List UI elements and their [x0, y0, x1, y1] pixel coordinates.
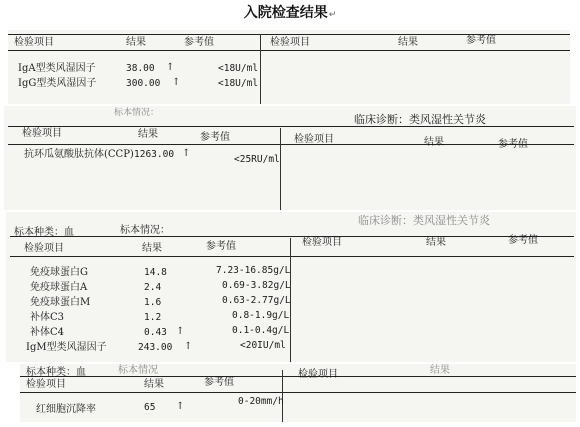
col-header-ref-right: 参考值	[466, 35, 496, 46]
col-header-item-right: 检验项目	[270, 37, 310, 48]
clinical-diagnosis: 临床诊断：类风湿性关节炎	[354, 113, 486, 126]
sample-status: 标本情况：	[120, 225, 170, 236]
col-header-ref: 参考值	[204, 377, 234, 388]
col-header-result-right: 结果	[424, 137, 444, 148]
col-header-item-right: 检验项目	[294, 134, 334, 145]
col-header-result: 结果	[142, 243, 162, 254]
sample-type: 标本种类：血	[26, 367, 86, 378]
row-item-name: 免疫球蛋白M	[30, 297, 91, 308]
header-rule	[8, 50, 570, 51]
row-result: 1263.00	[134, 149, 175, 160]
row-ref: 0.1-0.4g/L	[232, 325, 290, 336]
row-ref: <20IU/ml	[240, 340, 286, 351]
row-result: 243.00	[138, 342, 173, 353]
row-result: 0.43	[144, 327, 167, 338]
col-header-ref: 参考值	[200, 132, 230, 143]
row-item-name: 补体C3	[30, 312, 65, 323]
report-section-3	[6, 212, 576, 362]
high-flag-icon: ↑	[176, 326, 185, 337]
right-result-cut: 结果	[430, 365, 450, 376]
row-item-name: 抗环瓜氨酸肽抗体(CCP)	[24, 149, 134, 160]
table-top-rule	[10, 236, 574, 237]
col-header-ref-right: 参考值	[508, 235, 538, 246]
col-header-item-right: 检验项目	[302, 237, 342, 248]
row-item-name: 免疫球蛋白G	[30, 267, 88, 278]
row-ref: 7.23-16.85g/L	[216, 265, 291, 276]
row-result: 14.8	[144, 267, 167, 278]
sample-type: 标本种类：血	[14, 227, 74, 238]
header-rule	[10, 256, 574, 257]
clinical-diagnosis-cut: 临床诊断：类风湿性关节炎	[358, 214, 490, 227]
report-section-1	[8, 30, 570, 104]
col-header-item: 检验项目	[26, 379, 66, 390]
row-ref: 0.8-1.9g/L	[232, 310, 290, 321]
report-section-4	[20, 364, 576, 422]
page-title-text: 入院检查结果	[243, 5, 328, 21]
col-header-result: 结果	[138, 129, 158, 140]
row-item-name: IgM型类风湿因子	[26, 342, 107, 353]
sample-status-label-cut: 标本情况：	[114, 108, 160, 118]
column-divider	[280, 128, 281, 210]
row-ref: <18U/ml	[218, 78, 259, 89]
row-ref: <25RU/ml	[234, 154, 280, 165]
col-header-result-right: 结果	[398, 37, 418, 48]
col-header-item: 检验项目	[22, 128, 62, 139]
high-flag-icon: ↑	[176, 401, 185, 412]
row-result: 1.6	[144, 297, 162, 308]
page-title	[0, 2, 580, 22]
col-header-result: 结果	[144, 379, 164, 390]
sample-status-cut: 标本情况	[118, 365, 158, 376]
row-ref: 0-20mm/h	[238, 396, 284, 407]
col-header-ref: 参考值	[206, 241, 236, 252]
report-section-2	[4, 106, 576, 210]
paragraph-mark: ↵	[328, 10, 337, 20]
high-flag-icon: ↑	[172, 77, 181, 88]
col-header-item: 检验项目	[14, 37, 54, 48]
col-header-ref-right: 参考值	[498, 139, 528, 150]
high-flag-icon: ↑	[184, 341, 193, 352]
col-header-result-right: 结果	[426, 237, 446, 248]
row-item-name: IgA型类风湿因子	[18, 63, 96, 74]
header-rule	[20, 392, 576, 393]
high-flag-icon: ↑	[182, 148, 191, 159]
row-ref: 0.63-2.77g/L	[222, 295, 291, 306]
table-top-rule	[8, 126, 574, 127]
row-item-name: IgG型类风湿因子	[18, 78, 97, 89]
row-result: 1.2	[144, 312, 162, 323]
row-result: 2.4	[144, 282, 162, 293]
high-flag-icon: ↑	[166, 62, 175, 73]
row-result: 65	[144, 402, 156, 413]
col-header-item: 检验项目	[24, 243, 64, 254]
row-item-name: 补体C4	[30, 327, 65, 338]
row-ref: 0.69-3.82g/L	[222, 280, 291, 291]
header-rule	[8, 144, 574, 145]
col-header-ref: 参考值	[184, 37, 214, 48]
row-ref: <18U/ml	[218, 63, 259, 74]
row-item-name: 红细胞沉降率	[36, 404, 96, 415]
row-result: 300.00	[126, 78, 161, 89]
row-result: 38.00	[126, 63, 155, 74]
column-divider	[260, 34, 261, 104]
col-header-result: 结果	[126, 37, 146, 48]
col-header-item-right: 检验项目	[298, 369, 338, 380]
row-item-name: 免疫球蛋白A	[30, 282, 88, 293]
